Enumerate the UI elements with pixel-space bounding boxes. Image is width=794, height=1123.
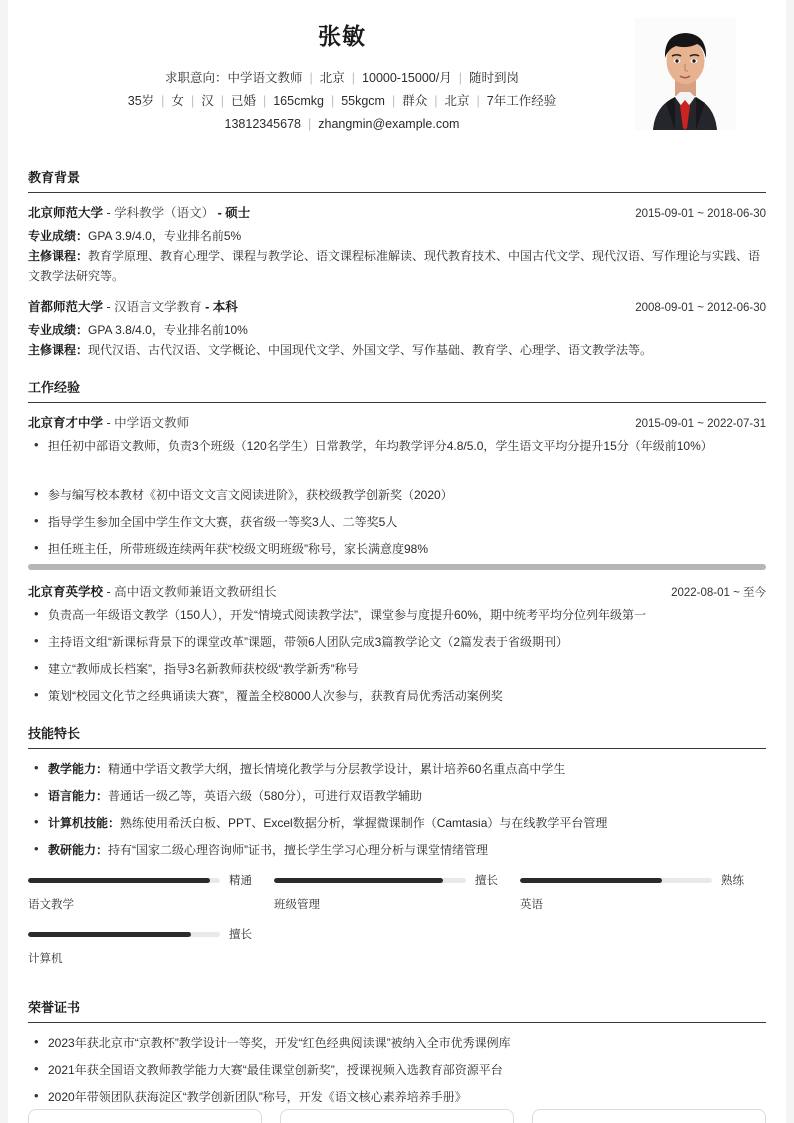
horizontal-scrollbar[interactable] xyxy=(28,564,766,570)
work-entry xyxy=(28,413,766,570)
bottom-card[interactable] xyxy=(28,1109,262,1123)
skill-bar-track xyxy=(274,878,466,883)
section-divider xyxy=(28,192,766,193)
job-intent-item: 求职意向：中学语文教师 xyxy=(165,71,303,85)
work-bullet: • 担任初中部语文教师，负责3个班级（120名学生）日常教学，年均教学评分4.8/5.0，学生语文平均分提升15分（年级前10%） xyxy=(28,436,766,456)
education-entry xyxy=(28,203,766,286)
personal-info-item: 55kgcm xyxy=(341,94,385,108)
job-intent-item: 随时到岗 xyxy=(468,71,519,85)
school-name: 首都师范大学 xyxy=(28,300,104,314)
work-bullet: • 负责高一年级语文教学（150人），开发“情境式阅读教学法”，课堂参与度提升60%，期中统考平均分位列年级第一 xyxy=(28,605,766,625)
meta-separator: | xyxy=(391,94,396,108)
skill-bar-track xyxy=(520,878,712,883)
skill-bar-cell xyxy=(274,872,520,912)
meta-separator: | xyxy=(458,71,462,85)
work-title xyxy=(28,582,277,600)
skill-bar-fill xyxy=(28,878,210,883)
degree-name: - 硕士 xyxy=(214,206,251,220)
entry-header xyxy=(28,413,766,431)
skill-bar-cell xyxy=(520,872,766,912)
section-title-honors: 荣誉证书 xyxy=(28,1000,81,1015)
meta-separator: | xyxy=(330,94,335,108)
section-divider xyxy=(28,402,766,403)
skill-bar-fill xyxy=(28,932,191,937)
skill-label: 计算机技能： xyxy=(48,816,121,830)
meta-separator: | xyxy=(351,71,356,85)
education-date: 2015-09-01 ~ 2018-06-30 xyxy=(635,208,766,220)
work-entry xyxy=(28,582,766,706)
personal-info-item: 群众 xyxy=(402,94,428,108)
skill-value: 熟练使用希沃白板、PPT、Excel数据分析，掌握微课制作（Camtasia）与在线教学平台管理 xyxy=(120,816,608,830)
education-grade xyxy=(28,320,766,340)
entry-header xyxy=(28,203,766,221)
contact-item: zhangmin@example.com xyxy=(318,117,460,131)
education-courses xyxy=(28,340,766,360)
meta-separator: | xyxy=(190,94,195,108)
personal-info-item: 北京 xyxy=(444,94,470,108)
skill-bar-cell xyxy=(28,926,274,966)
honor-item: • 2020年带领团队获海淀区“教学创新团队”称号，开发《语文核心素养培养手册》 xyxy=(28,1087,766,1107)
degree-name: - 本科 xyxy=(201,300,238,314)
course-label: 主修课程： xyxy=(28,249,89,263)
work-bullet: • 建立“教师成长档案”，指导3名新教师获校级“教学新秀”称号 xyxy=(28,659,766,679)
skill-value: 持有“国家二级心理咨询师”证书，擅长学生学习心理分析与课堂情绪管理 xyxy=(108,843,489,857)
skill-level-label: 熟练 xyxy=(720,875,744,887)
avatar-photo xyxy=(635,18,736,130)
skill-item xyxy=(28,786,766,806)
work-bullet-list xyxy=(28,436,766,559)
skill-item xyxy=(28,813,766,833)
company-name: 北京育英学校 xyxy=(28,585,104,599)
work-date: 2015-09-01 ~ 2022-07-31 xyxy=(635,418,766,430)
school-name: 北京师范大学 xyxy=(28,206,104,220)
education-courses xyxy=(28,246,766,286)
grade-label: 专业成绩： xyxy=(28,229,89,243)
bottom-card[interactable] xyxy=(280,1109,514,1123)
honor-item: • 2023年获北京市“京教杯”教学设计一等奖，开发“红色经典阅读课”被纳入全市优秀课例库 xyxy=(28,1033,766,1053)
work-date: 2022-08-01 ~ 至今 xyxy=(671,587,766,599)
skill-label: 语言能力： xyxy=(48,789,109,803)
company-name: 北京育才中学 xyxy=(28,416,104,430)
contact-item: 13812345678 xyxy=(224,117,301,131)
avatar-illustration-icon xyxy=(635,18,736,130)
bottom-card[interactable] xyxy=(532,1109,766,1123)
education-date: 2008-09-01 ~ 2012-06-30 xyxy=(635,302,766,314)
resume-header xyxy=(8,0,786,150)
personal-info-item: 35岁 xyxy=(127,94,155,108)
education-grade xyxy=(28,226,766,246)
skill-label: 教学能力： xyxy=(48,762,109,776)
section-honors xyxy=(8,997,786,1107)
course-value: 教育学原理、教育心理学、课程与教学论、语文课程标准解读、现代教育技术、中国古代文学、现代汉语、写作理论与实践、语文教学法研究等。 xyxy=(28,249,761,283)
skill-value: 普通话一级乙等，英语六级（580分），可进行双语教学辅助 xyxy=(108,789,423,803)
work-bullet-list xyxy=(28,605,766,706)
grade-value: GPA 3.9/4.0，专业排名前5% xyxy=(88,229,242,243)
job-role: - 高中语文教师兼语文教研组长 xyxy=(103,585,277,599)
personal-info-item: 已婚 xyxy=(230,94,256,108)
skill-label: 教研能力： xyxy=(48,843,109,857)
skill-value: 精通中学语文教学大纲，擅长情境化教学与分层教学设计，累计培养60名重点高中学生 xyxy=(108,762,566,776)
grade-label: 专业成绩： xyxy=(28,323,89,337)
job-intent-item: 10000-15000/月 xyxy=(362,71,452,85)
skill-bar-name: 计算机 xyxy=(28,953,63,965)
meta-separator: | xyxy=(309,71,313,85)
work-bullet: • 参与编写校本教材《初中语文文言文阅读进阶》，获校级教学创新奖（2020） xyxy=(28,485,766,505)
grade-value: GPA 3.8/4.0，专业排名前10% xyxy=(88,323,248,337)
honor-item: • 2021年获全国语文教师教学能力大赛“最佳课堂创新奖”，授课视频入选教育部资源平台 xyxy=(28,1060,766,1080)
section-title-skills: 技能特长 xyxy=(28,726,81,741)
section-divider xyxy=(28,1022,766,1023)
skill-bar-fill xyxy=(274,878,443,883)
work-title xyxy=(28,413,189,431)
skill-bar-row xyxy=(28,872,252,888)
meta-separator: | xyxy=(161,94,165,108)
course-value: 现代汉语、古代汉语、文学概论、中国现代文学、外国文学、写作基础、教育学、心理学、语文教学法等。 xyxy=(88,343,653,357)
education-title xyxy=(28,203,250,221)
skill-bar-name: 英语 xyxy=(519,899,543,911)
major-name: - 汉语言文学教育 xyxy=(103,300,202,314)
skill-bar-row xyxy=(274,872,498,888)
personal-info-item: 汉 xyxy=(201,94,214,108)
work-bullet: • 担任班主任，所带班级连续两年获“校级文明班级”称号，家长满意度98% xyxy=(28,539,766,559)
work-entry-list xyxy=(28,413,766,706)
section-divider xyxy=(28,748,766,749)
skill-item xyxy=(28,840,766,860)
work-bullet: • 指导学生参加全国中学生作文大赛，获省级一等奖3人、二等奖5人 xyxy=(28,512,766,532)
page-left-margin xyxy=(0,0,8,1123)
job-intent-item: 北京 xyxy=(319,71,345,85)
skill-level-label: 擅长 xyxy=(474,875,498,887)
meta-separator: | xyxy=(308,117,312,131)
section-work-experience xyxy=(8,377,786,706)
skill-item-list xyxy=(28,759,766,860)
entry-header xyxy=(28,582,766,600)
course-label: 主修课程： xyxy=(28,343,89,357)
skill-level-label: 擅长 xyxy=(228,929,252,941)
work-bullet: • 策划“校园文化节之经典诵读大赛”，覆盖全校8000人次参与，获教育局优秀活动案例奖 xyxy=(28,686,766,706)
skill-bar-track xyxy=(28,932,220,937)
personal-info-item: 165cmkg xyxy=(273,94,324,108)
skill-level-label: 精通 xyxy=(228,875,252,887)
section-title-work: 工作经验 xyxy=(28,380,81,395)
education-title xyxy=(28,297,238,315)
section-education xyxy=(8,167,786,360)
page-right-margin xyxy=(786,0,794,1123)
job-role: - 中学语文教师 xyxy=(103,416,190,430)
meta-separator: | xyxy=(434,94,438,108)
skill-bar-name: 语文教学 xyxy=(28,899,74,911)
education-entry-list xyxy=(28,203,766,360)
personal-info-item: 7年工作经验 xyxy=(486,94,557,108)
bottom-card-row xyxy=(28,1109,766,1123)
skill-bar-row xyxy=(28,926,252,942)
skill-bar-cell xyxy=(28,872,274,912)
honor-item-list xyxy=(28,1033,766,1107)
education-entry xyxy=(28,297,766,360)
entry-header xyxy=(28,297,766,315)
skill-item xyxy=(28,759,766,779)
work-bullet: • 主持语文组“新课标背景下的课堂改革”课题，带领6人团队完成3篇教学论文（2篇发表于省级期刊） xyxy=(28,632,766,652)
section-skills xyxy=(8,723,786,980)
meta-separator: | xyxy=(262,94,267,108)
scrollbar-thumb[interactable] xyxy=(28,564,766,570)
personal-info-item: 女 xyxy=(171,94,184,108)
skill-bar-fill xyxy=(520,878,662,883)
skill-bar-grid xyxy=(28,872,766,980)
skill-bar-track xyxy=(28,878,220,883)
skill-bar-row xyxy=(520,872,744,888)
page-title: 张敏 xyxy=(318,23,366,49)
meta-separator: | xyxy=(476,94,480,108)
section-title-education: 教育背景 xyxy=(28,170,81,185)
meta-separator: | xyxy=(220,94,224,108)
major-name: - 学科教学（语文） xyxy=(103,206,215,220)
skill-bar-name: 班级管理 xyxy=(273,899,320,911)
